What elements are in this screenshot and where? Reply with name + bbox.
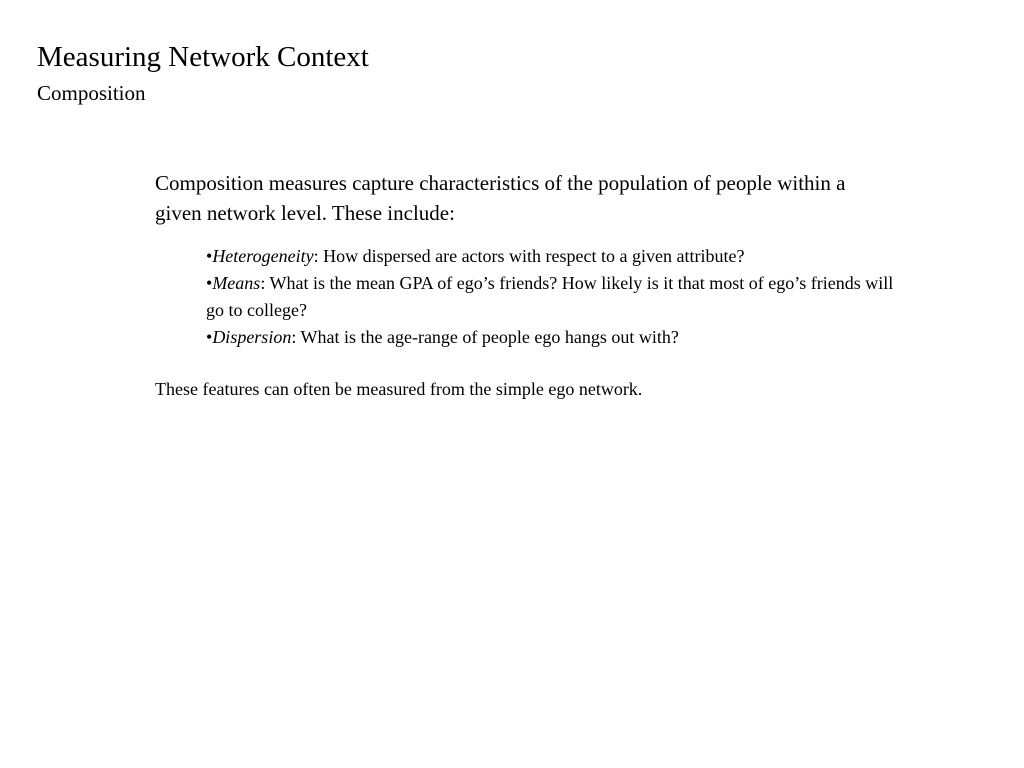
bullet-marker: • — [206, 273, 213, 293]
bullet-means — [206, 270, 906, 324]
slide-content — [155, 168, 915, 403]
bullet-marker: • — [206, 246, 213, 266]
bullet-heterogeneity — [206, 243, 906, 270]
intro-paragraph: Composition measures capture characteristics of the population of people within a given network level. These include: — [155, 171, 846, 225]
slide-title: Measuring Network Context — [37, 41, 369, 73]
slide-subtitle: Composition — [37, 81, 146, 105]
bullet-text: : How dispersed are actors with respect to a given attribute? — [313, 246, 745, 266]
bullet-text: : What is the mean GPA of ego’s friends? How likely is it that most of ego’s friends will go to college? — [206, 273, 894, 320]
bullet-term: Heterogeneity — [212, 246, 314, 266]
bullet-term: Dispersion — [212, 327, 292, 347]
closing-paragraph: These features can often be measured from the simple ego network. — [155, 379, 643, 399]
bullet-list — [206, 243, 906, 351]
bullet-term: Means — [212, 273, 261, 293]
bullet-dispersion — [206, 324, 906, 351]
bullet-marker: • — [206, 327, 213, 347]
bullet-text: : What is the age-range of people ego hangs out with? — [291, 327, 679, 347]
